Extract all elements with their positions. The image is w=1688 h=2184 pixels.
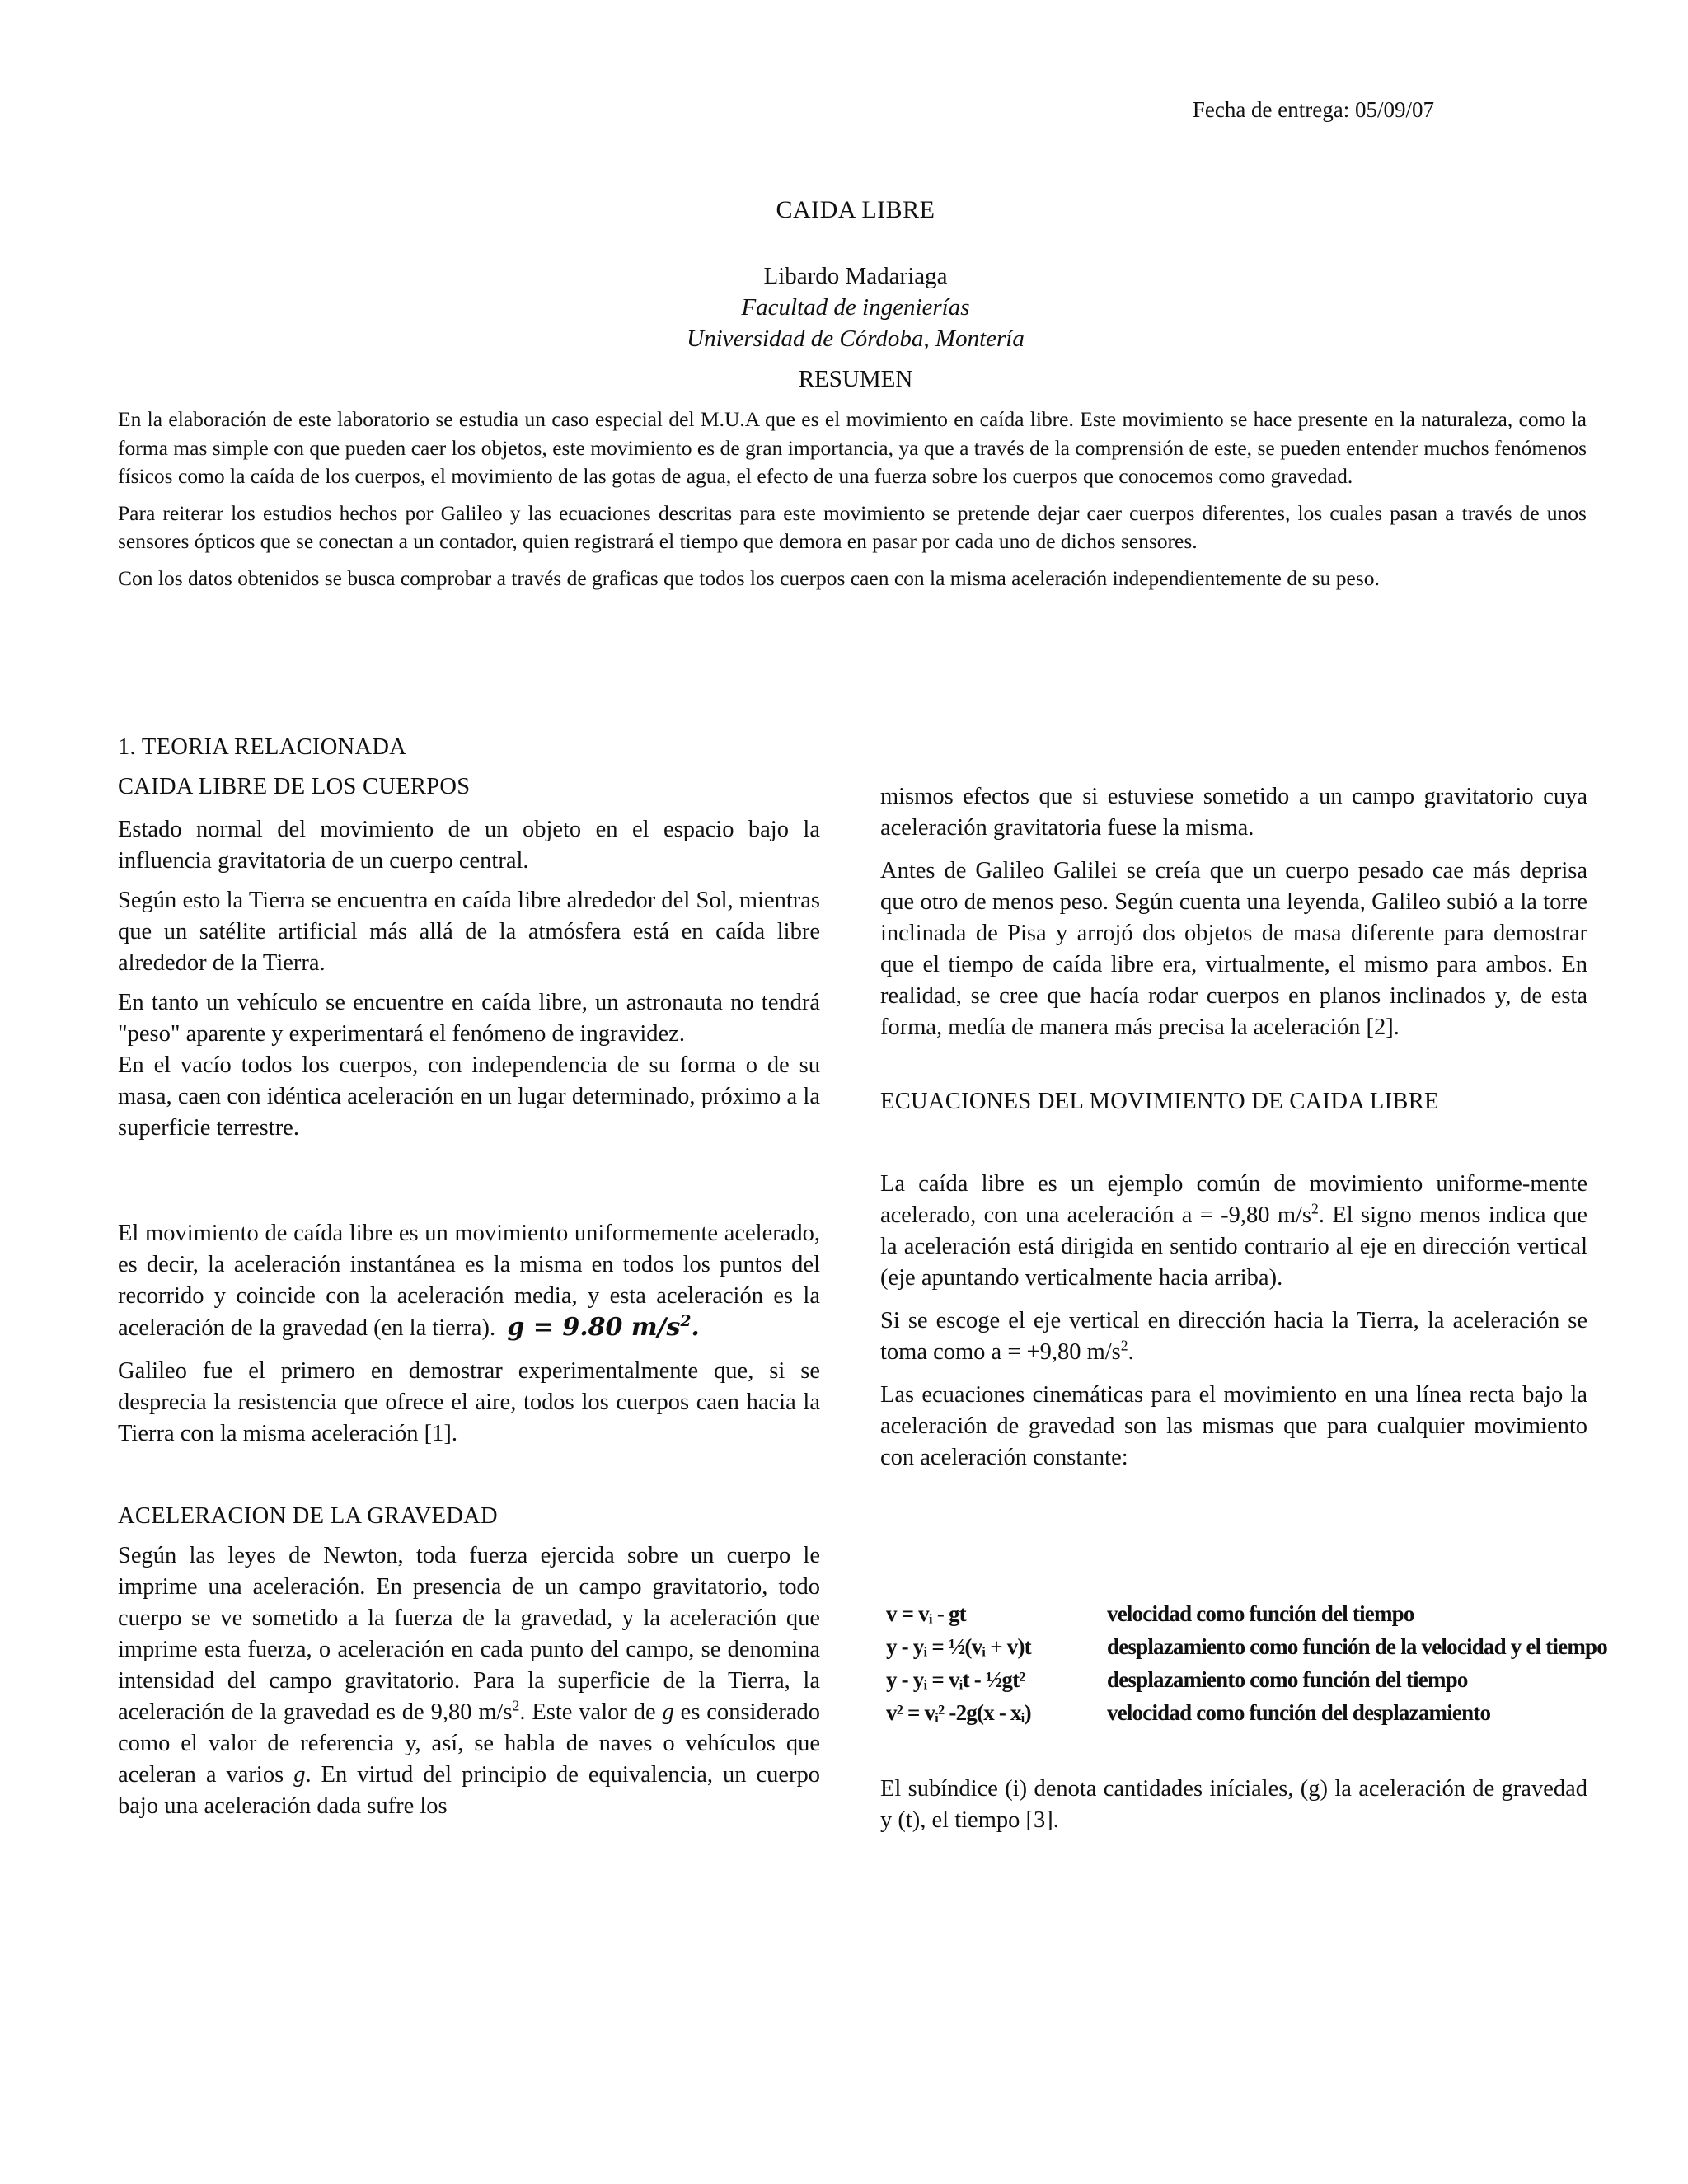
left-paragraph: En tanto un vehículo se encuentre en caída libre, un astronauta no tendrá "peso" aparente y experimentará el fenómeno de ingravidez. xyxy=(118,990,820,1047)
right-paragraph: Las ecuaciones cinemáticas para el movimiento en una línea recta bajo la aceleración de gravedad son las mismas que para cualquier movimiento con aceleración constante: xyxy=(880,1382,1587,1470)
left-paragraph: Estado normal del movimiento de un objeto en el espacio bajo la influencia gravitatoria de un cuerpo central. xyxy=(118,817,820,874)
equation-formula: y - yᵢ = ½(vᵢ + v)t xyxy=(886,1634,1031,1659)
abstract-heading: RESUMEN xyxy=(798,366,913,392)
paper-title: CAIDA LIBRE xyxy=(776,196,935,223)
abstract-paragraph: En la elaboración de este laboratorio se estudia un caso especial del M.U.A que es el movimiento en caída libre. Este movimiento se hace presente en la naturaleza, como la forma mas simple con que pueden caer los objetos, este movimiento es de gran importancia, ya que a través de la comprensión de este, se pueden entender muchos fenómenos físicos como la caída de los cuerpos, el movimiento de las gotas de agua, el efecto de una fuerza sobre los cuerpos que conocemos como gravedad. xyxy=(118,407,1587,488)
author-block xyxy=(0,260,1688,354)
subheading-ecuaciones: ECUACIONES DEL MOVIMIENTO DE CAIDA LIBRE xyxy=(880,1089,1439,1114)
right-paragraph: Antes de Galileo Galilei se creía que un cuerpo pesado cae más deprisa que otro de menos peso. Según cuenta una leyenda, Galileo subió a la torre inclinada de Pisa y arrojó dos objetos de masa diferente para demostrar que el tiempo de caída libre era, virtualmente, el mismo para ambos. En realidad, se cree que hacía rodar cuerpos en planos inclinados y, de esta forma, medía de manera más precisa la aceleración [2]. xyxy=(880,858,1587,1040)
left-paragraph: En el vacío todos los cuerpos, con independencia de su forma o de su masa, caen con idéntica aceleración en un lugar determinado, próximo a la superficie terrestre. xyxy=(118,1052,820,1141)
subheading-caida-libre: CAIDA LIBRE DE LOS CUERPOS xyxy=(118,774,471,799)
right-column xyxy=(880,781,1587,1474)
gravity-formula: g = 9.80 $m/s^2$. xyxy=(507,1312,700,1342)
equation-row xyxy=(886,1597,1628,1630)
equation-formula: y - yᵢ = vᵢt - ½gt² xyxy=(886,1667,1025,1692)
equation-row xyxy=(886,1696,1628,1729)
equation-description: velocidad como función del tiempo xyxy=(1107,1601,1414,1626)
right-paragraph: mismos efectos que si estuviese sometido a un campo gravitatorio cuya aceleración gravitatoria fuese la misma. xyxy=(880,784,1587,841)
kinematic-equations-table xyxy=(886,1597,1628,1729)
equation-description: velocidad como función del desplazamiento xyxy=(1107,1700,1491,1725)
left-column xyxy=(118,732,820,1822)
equation-description: desplazamiento como función del tiempo xyxy=(1107,1667,1468,1692)
author-name: Libardo Madariaga xyxy=(763,263,948,289)
subheading-aceleracion: ACELERACION DE LA GRAVEDAD xyxy=(118,1503,498,1529)
left-paragraph-newton: Según las leyes de Newton, toda fuerza ejercida sobre un cuerpo le imprime una aceleración. En presencia de un campo gravitatorio, todo cuerpo se ve sometido a la fuerza de la gravedad, y la aceleración que imprime esta fuerza, o aceleración en cada punto del campo, se denomina intensidad del campo gravitatorio. Para la superficie de la Tierra, la aceleración de la gravedad es de 9,80 $m/s^2$. Este valor de g es considerado como el valor de referencia y, así, se habla de naves o vehículos que aceleran a varios g. En virtud del principio de equivalencia, un cuerpo bajo una aceleración dada sufre los xyxy=(118,1543,820,1819)
equation-row xyxy=(886,1663,1628,1696)
left-paragraph: Según esto la Tierra se encuentra en caída libre alrededor del Sol, mientras que un satélite artificial más allá de la atmósfera está en caída libre alrededor de la Tierra. xyxy=(118,888,820,976)
section-heading-teoria: 1. TEORIA RELACIONADA xyxy=(118,734,407,760)
author-faculty: Facultad de ingenierías xyxy=(741,294,970,321)
equation-description: desplazamiento como función de la velocidad y el tiempo xyxy=(1107,1634,1607,1659)
author-university: Universidad de Córdoba, Montería xyxy=(687,326,1025,352)
right-paragraph: Si se escoge el eje vertical en dirección hacia la Tierra, la aceleración se toma como a = +9,80 $m/s^2$. xyxy=(880,1308,1587,1365)
abstract xyxy=(118,405,1587,601)
left-paragraph-text: El movimiento de caída libre es un movimiento uniformemente acelerado, es decir, la aceleración instantánea es la misma en todos los puntos del recorrido y coincide con la aceleración media, y esta aceleración es la aceleración de la gravedad (en la tierra). xyxy=(118,1221,820,1341)
abstract-paragraph: Para reiterar los estudios hechos por Galileo y las ecuaciones descritas para este movimiento se pretende dejar caer cuerpos diferentes, los cuales pasan a través de unos sensores ópticos que se conectan a un contador, quien registrará el tiempo que demora en pasar por cada uno de dichos sensores. xyxy=(118,500,1587,553)
equation-row xyxy=(886,1630,1628,1663)
right-paragraph-subscripts: El subíndice (i) denota cantidades iníciales, (g) la aceleración de gravedad y (t), el tiempo [3]. xyxy=(880,1776,1587,1833)
abstract-paragraph: Con los datos obtenidos se busca comprobar a través de graficas que todos los cuerpos caen con la misma aceleración independientemente de su peso. xyxy=(118,565,1380,590)
right-paragraph-acceleration: La caída libre es un ejemplo común de movimiento uniforme-mente acelerado, con una aceleración a = -9,80 $m/s^2$. El signo menos indica que la aceleración está dirigida en sentido contrario al eje en dirección vertical (eje apuntando verticalmente hacia arriba). xyxy=(880,1171,1587,1291)
submission-date: Fecha de entrega: 05/09/07 xyxy=(1192,97,1434,122)
equation-formula: v² = vᵢ² -2g(x - xᵢ) xyxy=(886,1700,1031,1725)
right-column-end xyxy=(880,1774,1587,1836)
left-paragraph: Galileo fue el primero en demostrar experimentalmente que, si se desprecia la resistencia que ofrece el aire, todos los cuerpos caen hacia la Tierra con la misma aceleración [1]. xyxy=(118,1358,820,1446)
equation-formula: v = vᵢ - gt xyxy=(886,1601,966,1626)
left-paragraph-gravity xyxy=(118,1218,820,1344)
